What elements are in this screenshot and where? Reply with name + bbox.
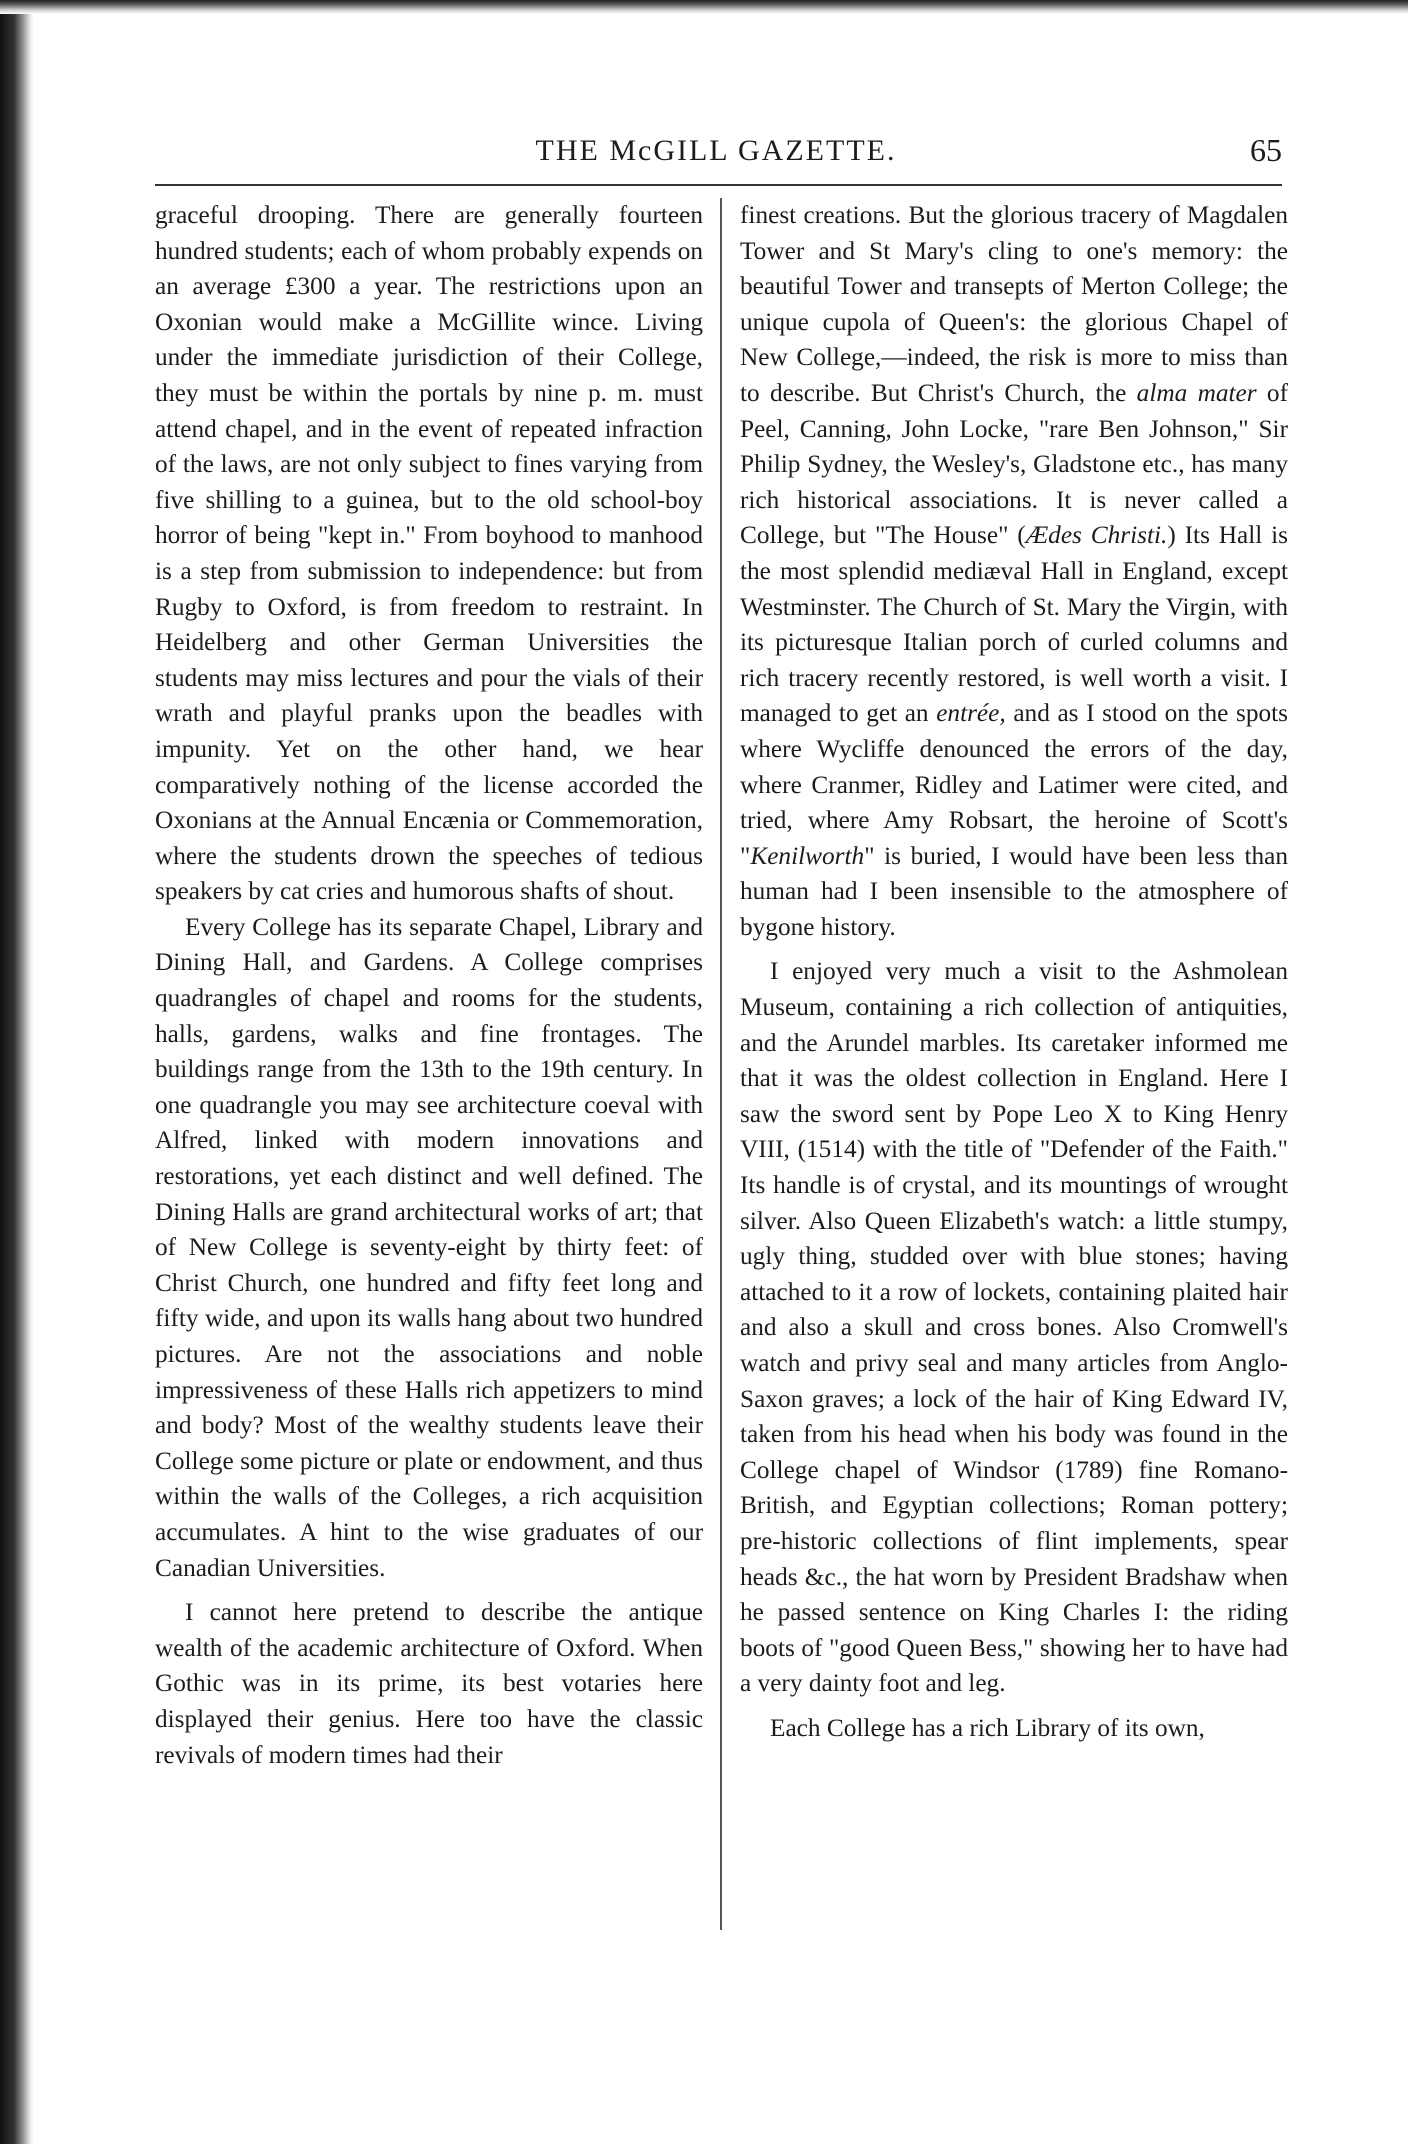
italic-term: Kenilworth xyxy=(750,841,865,870)
column-divider xyxy=(720,198,722,1930)
paragraph: Each College has a rich Library of its own, xyxy=(770,1713,1205,1742)
paragraph xyxy=(740,198,1288,945)
paragraph: Every College has its separate Chapel, Library and Dining Hall, and Gardens. A College comprises quadrangles of chapel and rooms for the students, halls, gardens, walks and fine frontages. The buildings range from the 13th to the 19th century. In one quadrangle you may see architecture coeval with Alfred, linked with modern innovations and restorations, yet each distinct and well defined. The Dining Halls are grand architectural works of art; that of New College is seventy-eight by thirty feet: of Christ Church, one hundred and fifty feet long and fifty wide, and upon its walls hang about two hundred pictures. Are not the associations and noble impressiveness of these Halls rich appetizers to mind and body? Most of the wealthy students leave their College some picture or plate or endowment, and thus within the walls of the Colleges, a rich acquisition accumulates. A hint to the wise graduates of our Canadian Universities. xyxy=(155,912,703,1582)
text-run: ) Its Hall is the most splendid mediæval Hall in England, except Westminster. The Church of St. Mary the Virgin, with its picturesque Italian porch of curled columns and rich tracery recently restored, is well worth a visit. I managed to get an xyxy=(740,521,1288,728)
page-top-edge xyxy=(0,0,1408,14)
text-run: " is buried, I would have been less than human had I been insensible to the atmosphere of bygone history. xyxy=(740,841,1288,941)
right-column xyxy=(740,198,1288,1747)
page-number: 65 xyxy=(1250,132,1282,168)
running-title: THE McGILL GAZETTE. xyxy=(535,134,897,167)
paragraph: I cannot here pretend to describe the antique wealth of the academic architecture of Oxford. When Gothic was in its prime, its best votaries here displayed their genius. Here too have the classic revivals of modern times had their xyxy=(155,1598,703,1769)
paragraph: I enjoyed very much a visit to the Ashmolean Museum, containing a rich collection of antiquities, and the Arundel marbles. Its caretaker informed me that it was the oldest collection in England. Here I saw the sword sent by Pope Leo X to King Henry VIII, (1514) with the title of "Defender of the Faith." Its handle is of crystal, and its mountings of wrought silver. Also Queen Elizabeth's watch: a little stumpy, ugly thing, studded over with blue stones; having attached to it a row of lockets, containing plaited hair and also a skull and cross bones. Also Cromwell's watch and privy seal and many articles from Anglo-Saxon graves; a lock of the hair of King Edward IV, taken from his head when his body was found in the College chapel of Windsor (1789) fine Romano-British, and Egyptian collections; Roman pottery; pre-historic collections of flint implements, spear heads &c., the hat worn by President Bradshaw when he passed sentence on King Charles I: the riding boots of "good Queen Bess," showing her to have had a very dainty foot and leg. xyxy=(740,957,1288,1698)
italic-term: alma mater xyxy=(1136,378,1257,407)
text-run: and as I stood on the spots where Wycliffe denounced the errors of the day, where Cranmer, Ridley and Latimer were cited, and tried, where Amy Robsart, the heroine of Scott's " xyxy=(740,699,1289,870)
text-run: of Peel, Canning, John Locke, "rare Ben Johnson," Sir Philip Sydney, the Wesley's, Gladstone etc., has many rich historical associations. It is never called a College, but "The House" ( xyxy=(740,378,1288,550)
paragraph: graceful drooping. There are generally fourteen hundred students; each of whom probably expends on an average £300 a year. The restrictions upon an Oxonian would make a McGillite wince. Living under the immediate jurisdiction of their College, they must be within the portals by nine p. m. must attend chapel, and in the event of repeated infraction of the laws, are not only subject to fines varying from five shilling to a guinea, but to the old school-boy horror of being "kept in." From boyhood to manhood is a step from submission to independence: but from Rugby to Oxford, is from freedom to restraint. In Heidelberg and other German Universities the students may miss lectures and pour the vials of their wrath and playful pranks upon the beadles with impunity. Yet on the other hand, we hear comparatively nothing of the license accorded the Oxonians at the Annual Encænia or Commemoration, where the students drown the speeches of tedious speakers by cat cries and humorous shafts of shout. xyxy=(155,201,703,906)
text-run: finest creations. But the glorious tracery of Magdalen Tower and St Mary's cling to one's memory: the beautiful Tower and transepts of Merton College; the unique cupola of Queen's: the glorious Chapel of New College,—indeed, the risk is more to miss than to describe. But Christ's Church, the xyxy=(740,201,1288,407)
italic-term: entrée, xyxy=(936,699,1006,728)
page-binding-edge xyxy=(0,0,34,2144)
left-column xyxy=(155,198,703,1773)
italic-term: Ædes Christi. xyxy=(1025,521,1168,550)
page-header xyxy=(150,124,1282,184)
header-rule xyxy=(155,184,1282,186)
